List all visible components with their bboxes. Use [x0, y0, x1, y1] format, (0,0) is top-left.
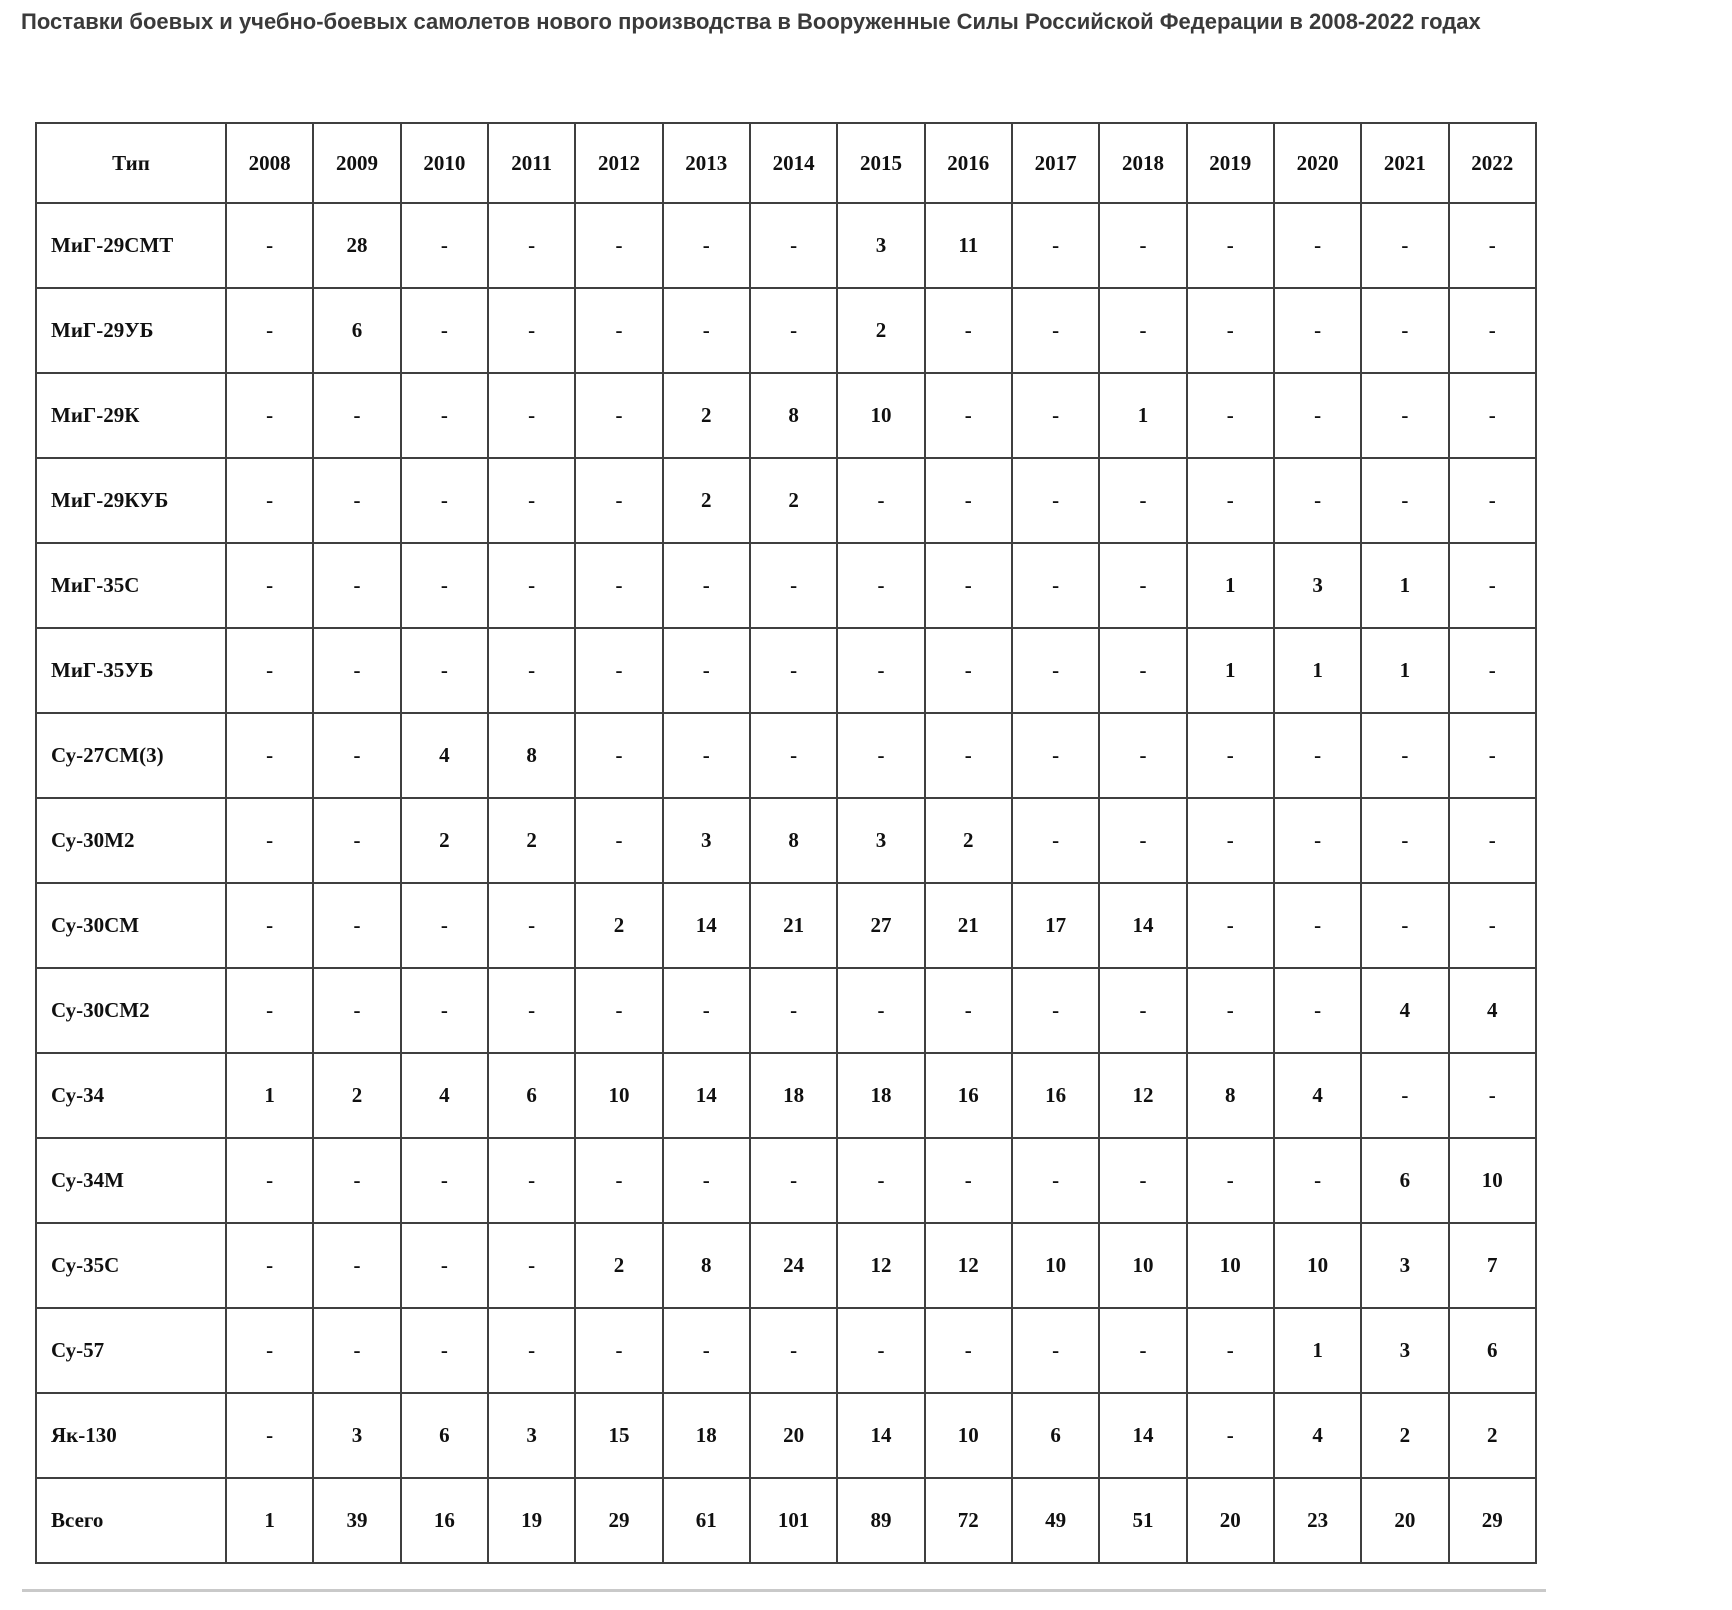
year-header-2019: 2019 — [1187, 123, 1274, 203]
year-header-2008: 2008 — [226, 123, 313, 203]
delivery-count-cell: - — [1449, 288, 1536, 373]
delivery-count-cell: 7 — [1449, 1223, 1536, 1308]
delivery-count-cell: - — [488, 1138, 575, 1223]
delivery-count-cell: 1 — [1361, 628, 1448, 713]
delivery-count-cell: 51 — [1099, 1478, 1186, 1563]
delivery-count-cell: 1 — [1274, 1308, 1361, 1393]
delivery-count-cell: 14 — [663, 883, 750, 968]
delivery-count-cell: 2 — [663, 373, 750, 458]
delivery-count-cell: - — [1274, 798, 1361, 883]
delivery-count-cell: - — [313, 883, 400, 968]
delivery-count-cell: - — [1361, 713, 1448, 798]
delivery-count-cell: 24 — [750, 1223, 837, 1308]
delivery-count-cell: - — [401, 288, 488, 373]
delivery-count-cell: 6 — [401, 1393, 488, 1478]
type-column-header: Тип — [36, 123, 226, 203]
year-header-2021: 2021 — [1361, 123, 1448, 203]
delivery-count-cell: 29 — [575, 1478, 662, 1563]
delivery-count-cell: - — [663, 968, 750, 1053]
delivery-count-cell: - — [575, 968, 662, 1053]
delivery-count-cell: 16 — [401, 1478, 488, 1563]
year-header-2012: 2012 — [575, 123, 662, 203]
delivery-count-cell: 61 — [663, 1478, 750, 1563]
delivery-count-cell: - — [1361, 883, 1448, 968]
year-header-2009: 2009 — [313, 123, 400, 203]
delivery-count-cell: - — [663, 203, 750, 288]
delivery-count-cell: - — [488, 883, 575, 968]
delivery-count-cell: - — [750, 203, 837, 288]
delivery-count-cell: 1 — [226, 1053, 313, 1138]
delivery-count-cell: - — [575, 713, 662, 798]
year-header-2013: 2013 — [663, 123, 750, 203]
delivery-count-cell: 89 — [837, 1478, 924, 1563]
bottom-divider — [22, 1589, 1546, 1592]
table-header — [36, 123, 1536, 203]
delivery-count-cell: 3 — [837, 203, 924, 288]
delivery-count-cell: - — [1274, 458, 1361, 543]
delivery-count-cell: - — [1099, 1308, 1186, 1393]
delivery-count-cell: 1 — [226, 1478, 313, 1563]
delivery-count-cell: - — [401, 203, 488, 288]
delivery-count-cell: - — [313, 798, 400, 883]
aircraft-type-label: Су-34М — [36, 1138, 226, 1223]
delivery-count-cell: - — [575, 1138, 662, 1223]
delivery-count-cell: 12 — [1099, 1053, 1186, 1138]
delivery-count-cell: 10 — [1099, 1223, 1186, 1308]
delivery-count-cell: 16 — [1012, 1053, 1099, 1138]
delivery-count-cell: 2 — [837, 288, 924, 373]
delivery-count-cell: - — [925, 458, 1012, 543]
delivery-count-cell: 10 — [925, 1393, 1012, 1478]
delivery-count-cell: 21 — [925, 883, 1012, 968]
delivery-count-cell: - — [488, 628, 575, 713]
delivery-count-cell: - — [1099, 628, 1186, 713]
delivery-count-cell: - — [401, 1308, 488, 1393]
delivery-count-cell: - — [925, 713, 1012, 798]
table-row — [36, 288, 1536, 373]
table-row — [36, 203, 1536, 288]
delivery-count-cell: - — [1012, 1308, 1099, 1393]
delivery-count-cell: 1 — [1361, 543, 1448, 628]
delivery-count-cell: - — [1187, 798, 1274, 883]
delivery-count-cell: - — [1449, 373, 1536, 458]
delivery-count-cell: - — [750, 628, 837, 713]
delivery-count-cell: - — [1099, 203, 1186, 288]
delivery-count-cell: 72 — [925, 1478, 1012, 1563]
delivery-count-cell: 8 — [750, 373, 837, 458]
delivery-count-cell: - — [226, 713, 313, 798]
delivery-count-cell: - — [1449, 543, 1536, 628]
delivery-count-cell: 14 — [1099, 1393, 1186, 1478]
delivery-count-cell: - — [488, 373, 575, 458]
delivery-count-cell: 4 — [1274, 1393, 1361, 1478]
delivery-count-cell: - — [1012, 798, 1099, 883]
delivery-count-cell: - — [1012, 543, 1099, 628]
delivery-count-cell: - — [488, 543, 575, 628]
page-title: Поставки боевых и учебно-боевых самолетов нового производства в Вооруженные Силы Российской Федерации в 2008-2022 годах — [21, 9, 1481, 34]
aircraft-type-label: МиГ-35С — [36, 543, 226, 628]
table-row — [36, 458, 1536, 543]
delivery-count-cell: - — [313, 373, 400, 458]
delivery-count-cell: - — [750, 1308, 837, 1393]
delivery-count-cell: 29 — [1449, 1478, 1536, 1563]
delivery-count-cell: - — [1274, 203, 1361, 288]
delivery-count-cell: 8 — [1187, 1053, 1274, 1138]
delivery-count-cell: - — [401, 1223, 488, 1308]
table-row — [36, 1308, 1536, 1393]
delivery-count-cell: - — [1187, 458, 1274, 543]
year-header-2011: 2011 — [488, 123, 575, 203]
delivery-count-cell: 4 — [1449, 968, 1536, 1053]
delivery-count-cell: 2 — [750, 458, 837, 543]
delivery-count-cell: - — [575, 798, 662, 883]
delivery-count-cell: 10 — [1449, 1138, 1536, 1223]
aircraft-type-label: Су-34 — [36, 1053, 226, 1138]
table-row — [36, 1393, 1536, 1478]
delivery-count-cell: - — [575, 543, 662, 628]
aircraft-type-label: МиГ-29К — [36, 373, 226, 458]
delivery-count-cell: - — [663, 713, 750, 798]
delivery-count-cell: 4 — [1361, 968, 1448, 1053]
delivery-count-cell: - — [1361, 1053, 1448, 1138]
delivery-count-cell: 2 — [925, 798, 1012, 883]
delivery-count-cell: 18 — [663, 1393, 750, 1478]
delivery-count-cell: 1 — [1187, 628, 1274, 713]
delivery-count-cell: - — [663, 628, 750, 713]
delivery-count-cell: - — [837, 713, 924, 798]
delivery-count-cell: - — [1449, 458, 1536, 543]
delivery-count-cell: - — [575, 458, 662, 543]
delivery-count-cell: - — [1099, 968, 1186, 1053]
delivery-count-cell: - — [1449, 883, 1536, 968]
delivery-count-cell: 28 — [313, 203, 400, 288]
delivery-count-cell: 10 — [1274, 1223, 1361, 1308]
delivery-count-cell: - — [1099, 288, 1186, 373]
delivery-count-cell: - — [226, 458, 313, 543]
delivery-count-cell: 2 — [575, 883, 662, 968]
delivery-count-cell: - — [663, 288, 750, 373]
delivery-count-cell: - — [313, 1138, 400, 1223]
delivery-count-cell: - — [313, 968, 400, 1053]
delivery-count-cell: - — [1187, 288, 1274, 373]
delivery-count-cell: - — [226, 968, 313, 1053]
delivery-count-cell: 10 — [1012, 1223, 1099, 1308]
delivery-count-cell: - — [750, 713, 837, 798]
delivery-count-cell: 3 — [837, 798, 924, 883]
delivery-count-cell: - — [1449, 798, 1536, 883]
delivery-count-cell: - — [1274, 373, 1361, 458]
delivery-count-cell: 2 — [488, 798, 575, 883]
delivery-count-cell: - — [226, 373, 313, 458]
delivery-count-cell: - — [226, 203, 313, 288]
delivery-count-cell: 3 — [1361, 1308, 1448, 1393]
delivery-count-cell: - — [1099, 798, 1186, 883]
delivery-count-cell: - — [837, 628, 924, 713]
delivery-count-cell: - — [837, 1138, 924, 1223]
year-header-2016: 2016 — [925, 123, 1012, 203]
delivery-count-cell: 17 — [1012, 883, 1099, 968]
aircraft-type-label: МиГ-29УБ — [36, 288, 226, 373]
delivery-count-cell: - — [1099, 543, 1186, 628]
delivery-count-cell: 4 — [401, 1053, 488, 1138]
delivery-count-cell: - — [488, 1223, 575, 1308]
delivery-count-cell: - — [1274, 1138, 1361, 1223]
delivery-count-cell: 4 — [1274, 1053, 1361, 1138]
delivery-count-cell: - — [1012, 713, 1099, 798]
delivery-count-cell: - — [925, 628, 1012, 713]
delivery-count-cell: 2 — [1449, 1393, 1536, 1478]
delivery-count-cell: - — [837, 968, 924, 1053]
delivery-count-cell: 1 — [1187, 543, 1274, 628]
table-row — [36, 373, 1536, 458]
delivery-count-cell: - — [1361, 288, 1448, 373]
delivery-count-cell: 6 — [313, 288, 400, 373]
delivery-count-cell: - — [1187, 1393, 1274, 1478]
header-row — [36, 123, 1536, 203]
delivery-count-cell: 4 — [401, 713, 488, 798]
delivery-count-cell: 12 — [837, 1223, 924, 1308]
aircraft-type-label: Су-35С — [36, 1223, 226, 1308]
delivery-count-cell: 27 — [837, 883, 924, 968]
delivery-count-cell: 2 — [663, 458, 750, 543]
delivery-count-cell: - — [488, 288, 575, 373]
delivery-count-cell: 20 — [1187, 1478, 1274, 1563]
delivery-count-cell: 19 — [488, 1478, 575, 1563]
delivery-count-cell: - — [1449, 628, 1536, 713]
delivery-count-cell: - — [401, 1138, 488, 1223]
delivery-count-cell: - — [1274, 968, 1361, 1053]
aircraft-type-label: Су-27СМ(3) — [36, 713, 226, 798]
delivery-count-cell: - — [226, 288, 313, 373]
delivery-count-cell: - — [925, 968, 1012, 1053]
delivery-count-cell: - — [750, 1138, 837, 1223]
year-header-2015: 2015 — [837, 123, 924, 203]
delivery-count-cell: 15 — [575, 1393, 662, 1478]
delivery-count-cell: 3 — [663, 798, 750, 883]
delivery-count-cell: - — [837, 543, 924, 628]
table-row — [36, 1138, 1536, 1223]
delivery-count-cell: - — [1187, 713, 1274, 798]
year-header-2020: 2020 — [1274, 123, 1361, 203]
delivery-count-cell: - — [1099, 713, 1186, 798]
delivery-count-cell: - — [226, 1223, 313, 1308]
delivery-count-cell: - — [226, 628, 313, 713]
aircraft-type-label: МиГ-29КУБ — [36, 458, 226, 543]
delivery-count-cell: - — [1187, 968, 1274, 1053]
delivery-count-cell: 1 — [1099, 373, 1186, 458]
table-row — [36, 713, 1536, 798]
delivery-count-cell: - — [313, 628, 400, 713]
delivery-count-cell: 6 — [1012, 1393, 1099, 1478]
aircraft-type-label: Су-57 — [36, 1308, 226, 1393]
delivery-count-cell: - — [1449, 203, 1536, 288]
year-header-2018: 2018 — [1099, 123, 1186, 203]
delivery-count-cell: - — [401, 458, 488, 543]
aircraft-type-label: Всего — [36, 1478, 226, 1563]
delivery-count-cell: - — [575, 373, 662, 458]
delivery-count-cell: 20 — [1361, 1478, 1448, 1563]
delivery-count-cell: - — [401, 628, 488, 713]
table-row — [36, 883, 1536, 968]
delivery-count-cell: - — [401, 543, 488, 628]
table-body — [36, 203, 1536, 1563]
delivery-count-cell: - — [1187, 883, 1274, 968]
delivery-count-cell: - — [1274, 288, 1361, 373]
delivery-count-cell: - — [663, 1308, 750, 1393]
delivery-count-cell: 49 — [1012, 1478, 1099, 1563]
year-header-2014: 2014 — [750, 123, 837, 203]
table-row — [36, 1053, 1536, 1138]
aircraft-type-label: Як-130 — [36, 1393, 226, 1478]
delivery-count-cell: - — [1361, 798, 1448, 883]
delivery-count-cell: 14 — [1099, 883, 1186, 968]
delivery-count-cell: - — [226, 1393, 313, 1478]
delivery-count-cell: - — [1187, 203, 1274, 288]
delivery-count-cell: - — [1449, 713, 1536, 798]
table-row — [36, 968, 1536, 1053]
delivery-count-cell: - — [1187, 373, 1274, 458]
delivery-count-cell: - — [226, 1138, 313, 1223]
delivery-count-cell: - — [575, 288, 662, 373]
year-header-2017: 2017 — [1012, 123, 1099, 203]
delivery-count-cell: 16 — [925, 1053, 1012, 1138]
table-row — [36, 543, 1536, 628]
delivery-count-cell: 8 — [488, 713, 575, 798]
delivery-count-cell: - — [401, 373, 488, 458]
delivery-count-cell: - — [1361, 458, 1448, 543]
delivery-count-cell: - — [1012, 1138, 1099, 1223]
delivery-count-cell: 1 — [1274, 628, 1361, 713]
delivery-count-cell: 21 — [750, 883, 837, 968]
delivery-count-cell: 6 — [488, 1053, 575, 1138]
delivery-count-cell: 3 — [1361, 1223, 1448, 1308]
delivery-count-cell: 10 — [837, 373, 924, 458]
table-row — [36, 1223, 1536, 1308]
delivery-count-cell: 3 — [313, 1393, 400, 1478]
delivery-count-cell: 3 — [1274, 543, 1361, 628]
delivery-count-cell: - — [1361, 203, 1448, 288]
delivery-count-cell: - — [750, 968, 837, 1053]
delivery-count-cell: 39 — [313, 1478, 400, 1563]
delivery-count-cell: 11 — [925, 203, 1012, 288]
delivery-count-cell: - — [1361, 373, 1448, 458]
delivery-count-cell: 8 — [663, 1223, 750, 1308]
delivery-count-cell: 2 — [313, 1053, 400, 1138]
delivery-count-cell: 20 — [750, 1393, 837, 1478]
delivery-count-cell: - — [1012, 203, 1099, 288]
delivery-count-cell: - — [1012, 628, 1099, 713]
delivery-count-cell: - — [1012, 968, 1099, 1053]
delivery-count-cell: - — [1449, 1053, 1536, 1138]
delivery-count-cell: - — [750, 543, 837, 628]
delivery-count-cell: 2 — [575, 1223, 662, 1308]
aircraft-type-label: МиГ-35УБ — [36, 628, 226, 713]
delivery-count-cell: 2 — [401, 798, 488, 883]
delivery-count-cell: - — [1274, 713, 1361, 798]
delivery-count-cell: 3 — [488, 1393, 575, 1478]
delivery-count-cell: 14 — [837, 1393, 924, 1478]
delivery-count-cell: - — [488, 1308, 575, 1393]
table-row — [36, 798, 1536, 883]
delivery-count-cell: 101 — [750, 1478, 837, 1563]
delivery-count-cell: - — [837, 458, 924, 543]
delivery-count-cell: - — [925, 543, 1012, 628]
delivery-count-cell: - — [925, 1138, 1012, 1223]
delivery-count-cell: 18 — [837, 1053, 924, 1138]
delivery-count-cell: - — [1187, 1308, 1274, 1393]
delivery-count-cell: - — [1099, 1138, 1186, 1223]
delivery-count-cell: 18 — [750, 1053, 837, 1138]
aircraft-type-label: Су-30М2 — [36, 798, 226, 883]
delivery-count-cell: - — [313, 543, 400, 628]
delivery-count-cell: - — [1187, 1138, 1274, 1223]
delivery-count-cell: 10 — [575, 1053, 662, 1138]
delivery-count-cell: - — [401, 883, 488, 968]
delivery-count-cell: - — [226, 543, 313, 628]
delivery-count-cell: - — [226, 798, 313, 883]
delivery-count-cell: - — [1274, 883, 1361, 968]
delivery-count-cell: 12 — [925, 1223, 1012, 1308]
delivery-count-cell: - — [1012, 373, 1099, 458]
table-row — [36, 1478, 1536, 1563]
delivery-count-cell: - — [925, 288, 1012, 373]
delivery-count-cell: - — [925, 373, 1012, 458]
delivery-count-cell: - — [575, 203, 662, 288]
delivery-count-cell: - — [313, 1308, 400, 1393]
table-row — [36, 628, 1536, 713]
delivery-count-cell: - — [837, 1308, 924, 1393]
aircraft-type-label: МиГ-29СМТ — [36, 203, 226, 288]
delivery-count-cell: 6 — [1449, 1308, 1536, 1393]
delivery-count-cell: - — [1099, 458, 1186, 543]
delivery-count-cell: - — [575, 628, 662, 713]
delivery-count-cell: 8 — [750, 798, 837, 883]
delivery-count-cell: - — [750, 288, 837, 373]
delivery-count-cell: - — [401, 968, 488, 1053]
delivery-count-cell: - — [1012, 458, 1099, 543]
delivery-count-cell: - — [925, 1308, 1012, 1393]
delivery-count-cell: - — [663, 1138, 750, 1223]
delivery-count-cell: - — [575, 1308, 662, 1393]
delivery-count-cell: - — [313, 713, 400, 798]
delivery-count-cell: 23 — [1274, 1478, 1361, 1563]
delivery-count-cell: - — [226, 883, 313, 968]
aircraft-type-label: Су-30СМ — [36, 883, 226, 968]
delivery-count-cell: - — [313, 1223, 400, 1308]
delivery-count-cell: - — [488, 458, 575, 543]
year-header-2022: 2022 — [1449, 123, 1536, 203]
delivery-count-cell: 2 — [1361, 1393, 1448, 1478]
aircraft-deliveries-table — [35, 122, 1537, 1564]
delivery-count-cell: - — [226, 1308, 313, 1393]
delivery-count-cell: - — [488, 203, 575, 288]
delivery-count-cell: - — [663, 543, 750, 628]
delivery-count-cell: 6 — [1361, 1138, 1448, 1223]
delivery-count-cell: - — [488, 968, 575, 1053]
delivery-count-cell: - — [1012, 288, 1099, 373]
delivery-count-cell: 10 — [1187, 1223, 1274, 1308]
delivery-count-cell: - — [313, 458, 400, 543]
delivery-count-cell: 14 — [663, 1053, 750, 1138]
aircraft-type-label: Су-30СМ2 — [36, 968, 226, 1053]
year-header-2010: 2010 — [401, 123, 488, 203]
